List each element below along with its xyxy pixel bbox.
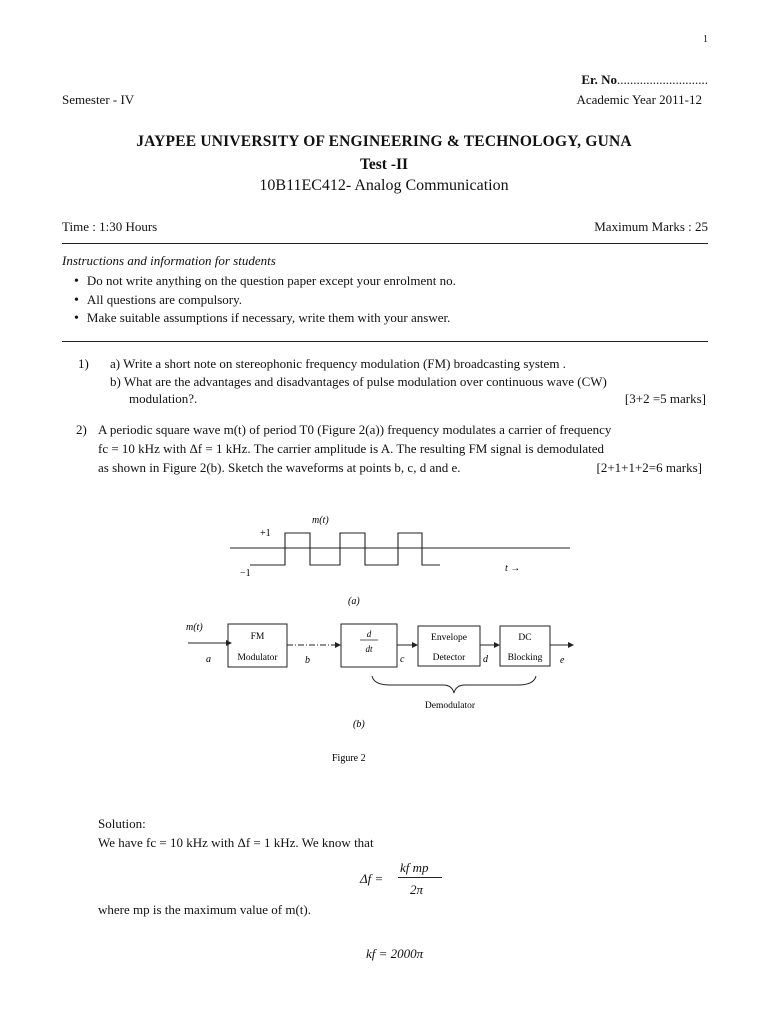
- envelope-detector-label-2: Detector: [432, 653, 466, 663]
- point-b: b: [305, 655, 310, 666]
- question-number: 2): [76, 422, 87, 437]
- instruction-item: • All questions are compulsory.: [74, 291, 456, 310]
- page-number: 1: [703, 34, 708, 45]
- question-number: 1): [78, 356, 89, 371]
- caption-a: (a): [348, 596, 360, 607]
- fraction-bar: [398, 877, 442, 878]
- dc-blocking-label-2: Blocking: [507, 653, 543, 663]
- solution-title: Solution:: [98, 816, 146, 831]
- equation-1-denominator: 2π: [410, 882, 424, 897]
- semester: Semester - IV: [62, 92, 135, 107]
- arrow-head: [335, 642, 341, 648]
- point-c: c: [400, 654, 405, 665]
- instructions-title: Instructions and information for students: [62, 253, 276, 268]
- solution-line-2: where mp is the maximum value of m(t).: [98, 902, 312, 917]
- arrow-head: [494, 642, 500, 648]
- point-d: d: [483, 654, 488, 665]
- minus-one-label: −1: [240, 568, 251, 579]
- course-title: 10B11EC412- Analog Communication: [259, 177, 509, 194]
- differentiator-denominator: dt: [365, 644, 373, 654]
- equation-2: kf = 2000π: [366, 946, 424, 961]
- divider-top: [62, 243, 708, 244]
- dc-blocking-label-1: DC: [518, 633, 532, 643]
- question-1-marks: [3+2 =5 marks]: [624, 391, 706, 406]
- er-label: Er. No: [581, 72, 617, 87]
- solution-line-1: We have fc = 10 kHz with Δf = 1 kHz. We know that: [98, 835, 374, 850]
- arrow-head: [568, 642, 574, 648]
- exam-time: Time : 1:30 Hours: [62, 219, 158, 234]
- university-title: JAYPEE UNIVERSITY OF ENGINEERING & TECHNOLOGY, GUNA: [136, 133, 632, 150]
- demodulator-label: Demodulator: [424, 701, 476, 711]
- differentiator-numerator: d: [366, 629, 372, 639]
- question-1b: b) What are the advantages and disadvantages of pulse modulation over continuous wave (CW): [110, 373, 607, 389]
- instruction-item: • Make suitable assumptions if necessary, write them with your answer.: [74, 309, 456, 328]
- question-1a: a) Write a short note on stereophonic frequency modulation (FM) broadcasting system .: [110, 356, 566, 371]
- equation-1-numerator: kf mp: [400, 860, 429, 875]
- wave-label: m(t): [312, 515, 329, 526]
- arrow-head: [412, 642, 418, 648]
- fm-modulator-label-2: Modulator: [237, 653, 278, 663]
- block-diagram: [186, 622, 574, 764]
- envelope-detector-label-1: Envelope: [431, 633, 467, 643]
- instruction-item: • Do not write anything on the question paper except your enrolment no.: [74, 272, 456, 291]
- enrolment-number-field: [581, 72, 708, 88]
- question-2-line-2: fc = 10 kHz with Δf = 1 kHz. The carrier amplitude is A. The resulting FM signal is demodulated: [98, 441, 604, 456]
- demodulator-brace: [372, 676, 536, 693]
- instructions-list: [74, 272, 456, 328]
- equation-1-lhs: Δf =: [360, 871, 384, 886]
- solution: [98, 814, 658, 961]
- point-a: a: [206, 654, 211, 665]
- question-2-marks: [2+1+1+2=6 marks]: [596, 460, 702, 475]
- input-label: m(t): [186, 622, 203, 633]
- test-title: Test -II: [359, 156, 409, 173]
- square-wave: [250, 533, 440, 565]
- caption-b: (b): [353, 719, 365, 730]
- question-2-line-3: as shown in Figure 2(b). Sketch the waveforms at points b, c, d and e.: [98, 460, 461, 475]
- figure-2: [160, 505, 620, 770]
- question-2-line-1: A periodic square wave m(t) of period T0 (Figure 2(a)) frequency modulates a carrier of frequency: [98, 422, 612, 437]
- figure-caption: Figure 2: [332, 753, 366, 764]
- arrow-head: [226, 640, 232, 646]
- divider-bottom: [62, 341, 708, 342]
- academic-year: Academic Year 2011-12: [576, 92, 702, 107]
- point-e: e: [560, 655, 565, 666]
- square-wave-plot: [230, 515, 570, 607]
- time-axis-label: t →: [505, 563, 521, 574]
- fm-modulator-label-1: FM: [250, 632, 265, 642]
- max-marks: Maximum Marks : 25: [594, 219, 708, 234]
- question-1b-cont: modulation?.: [129, 391, 198, 406]
- plus-one-label: +1: [260, 528, 271, 539]
- er-dots: ............................: [617, 72, 708, 87]
